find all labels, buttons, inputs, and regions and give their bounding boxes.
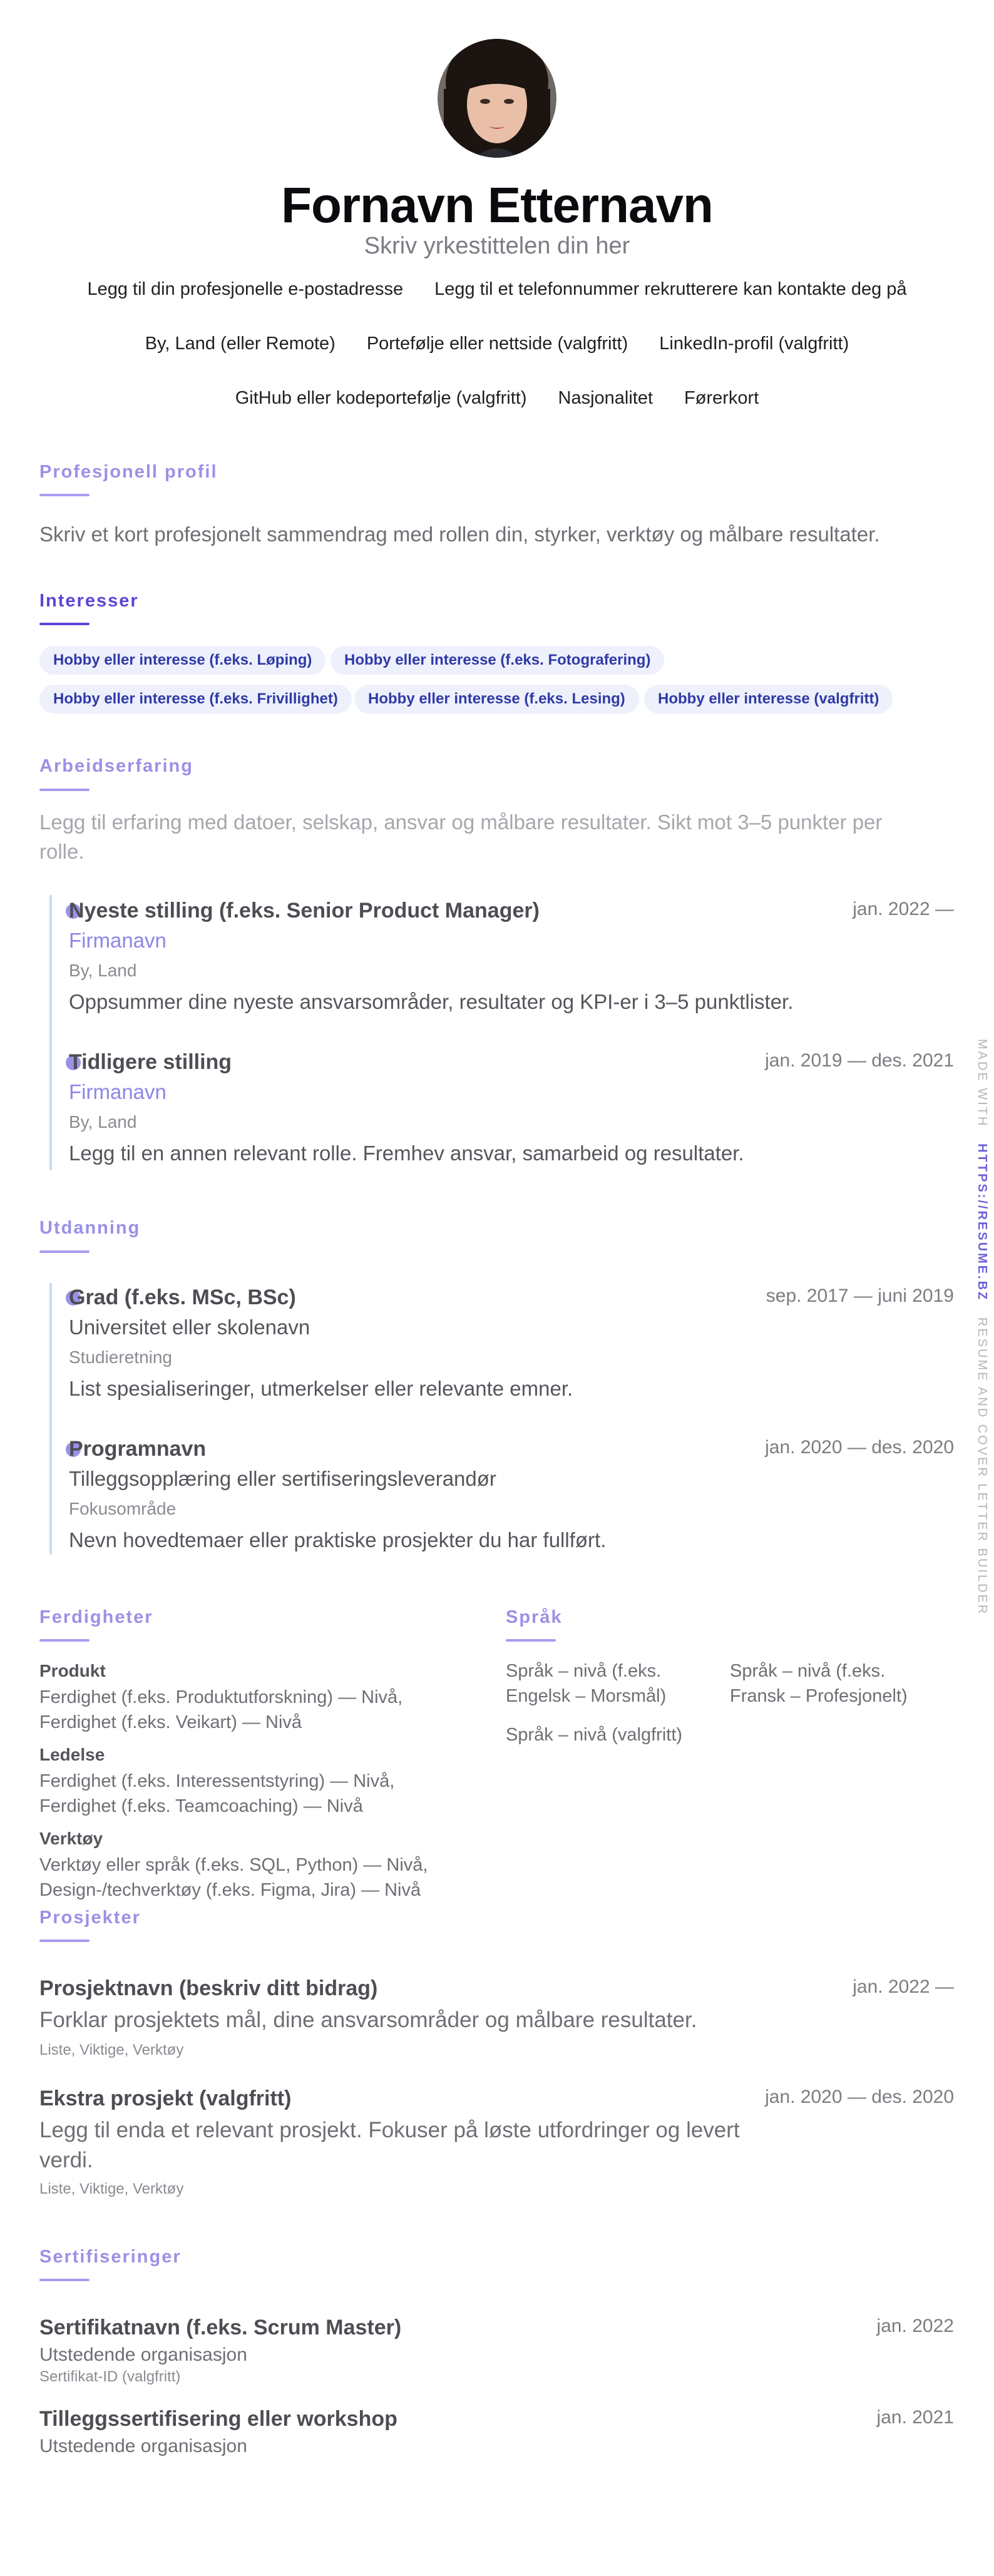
section-title-certifications: Sertifiseringer: [39, 2247, 182, 2267]
job-company: Firmanavn: [69, 1080, 167, 1103]
edu-degree: Grad (f.eks. MSc, BSc): [69, 1285, 296, 1309]
experience-intro: Legg til erfaring med datoer, selskap, ansvar og målbare resultater. Sikt mot 3–5 punkter per rolle.: [39, 810, 883, 863]
edu-field: Studieretning: [69, 1347, 173, 1367]
project-name: Ekstra prosjekt (valgfritt): [39, 2087, 292, 2110]
section-rule: [39, 1639, 90, 1642]
section-rule: [39, 789, 90, 791]
language-item: Språk – nivå (f.eks. Fransk – Profesjonelt): [730, 1661, 908, 1706]
edu-school: Universitet eller skolenavn: [69, 1316, 310, 1339]
cert-name: Tilleggssertifisering eller workshop: [39, 2407, 397, 2431]
cert-name: Sertifikatnavn (f.eks. Scrum Master): [39, 2316, 402, 2339]
contact-portfolio[interactable]: Portefølje eller nettside (valgfritt): [366, 334, 628, 354]
section-rule: [39, 2279, 90, 2281]
section-title-languages: Språk: [506, 1607, 563, 1627]
edu-school: Tilleggsopplæring eller sertifiseringsleverandør: [69, 1467, 496, 1490]
contact-row-3: [0, 388, 994, 409]
job-location: By, Land: [69, 1112, 137, 1132]
interest-chip: Hobby eller interesse (f.eks. Løping): [39, 646, 325, 675]
skill-group-title: Ledelse: [39, 1745, 105, 1764]
project-description: Legg til enda et relevant prosjekt. Fokuser på løste utfordringer og levert verdi.: [39, 2118, 740, 2172]
job-description: Oppsummer dine nyeste ansvarsområder, resultater og KPI-er i 3–5 punktlister.: [69, 990, 794, 1013]
interest-chip: Hobby eller interesse (f.eks. Frivillighet): [39, 685, 352, 713]
cert-date: jan. 2022: [876, 2316, 954, 2336]
section-title-experience: Arbeidserfaring: [39, 756, 193, 776]
section-rule: [39, 623, 90, 625]
section-rule: [39, 1250, 90, 1253]
contact-row-1: [0, 279, 994, 300]
section-title-education: Utdanning: [39, 1218, 141, 1238]
skill-group-items: Ferdighet (f.eks. Interessentstyring) — Nivå, Ferdighet (f.eks. Teamcoaching) — Nivå: [39, 1771, 395, 1816]
job-title: Skriv yrkestittelen din her: [364, 233, 630, 259]
language-item: Språk – nivå (f.eks. Engelsk – Morsmål): [506, 1661, 667, 1706]
candidate-name: Fornavn Etternavn: [281, 177, 713, 233]
watermark-link[interactable]: HTTPS://RESUME.BZ: [975, 1143, 989, 1302]
edu-description: List spesialiseringer, utmerkelser eller relevante emner.: [69, 1377, 573, 1400]
skill-group-items: Ferdighet (f.eks. Produktutforskning) — Nivå, Ferdighet (f.eks. Veikart) — Nivå: [39, 1687, 403, 1732]
section-title-skills: Ferdigheter: [39, 1607, 153, 1627]
edu-degree: Programnavn: [69, 1437, 207, 1461]
cert-org: Utstedende organisasjon: [39, 2436, 247, 2456]
job-location: By, Land: [69, 961, 137, 980]
contact-license: Førerkort: [684, 388, 759, 408]
timeline-line: [49, 1283, 52, 1555]
job-role: Nyeste stilling (f.eks. Senior Product Manager): [69, 899, 540, 923]
watermark-suffix: RESUME AND COVER LETTER BUILDER: [975, 1317, 989, 1616]
edu-date: sep. 2017 — juni 2019: [766, 1285, 954, 1306]
section-rule: [39, 494, 90, 496]
contact-phone[interactable]: Legg til et telefonnummer rekrutterere kan kontakte deg på: [434, 279, 907, 299]
edu-date: jan. 2020 — des. 2020: [765, 1437, 954, 1458]
skill-group-title: Verktøy: [39, 1829, 103, 1848]
cert-org: Utstedende organisasjon: [39, 2344, 247, 2365]
skill-group-items: Verktøy eller språk (f.eks. SQL, Python) — Nivå, Design-/techverktøy (f.eks. Figma, Jira) — Nivå: [39, 1855, 428, 1900]
timeline-line: [49, 895, 52, 1170]
job-date: jan. 2022 —: [853, 899, 954, 919]
section-title-profile: Profesjonell profil: [39, 462, 218, 482]
job-role: Tidligere stilling: [69, 1050, 232, 1074]
contact-email[interactable]: Legg til din profesjonelle e-postadresse: [87, 279, 404, 299]
cert-date: jan. 2021: [876, 2407, 954, 2428]
section-rule: [506, 1639, 556, 1642]
job-date: jan. 2019 — des. 2021: [765, 1050, 954, 1071]
project-description: Forklar prosjektets mål, dine ansvarsområder og målbare resultater.: [39, 2008, 697, 2032]
profile-photo: [438, 39, 556, 158]
builder-watermark: [973, 1039, 994, 1616]
project-date: jan. 2022 —: [853, 1976, 954, 1997]
interest-chip: Hobby eller interesse (valgfritt): [644, 685, 893, 713]
language-item: Språk – nivå (valgfritt): [506, 1725, 683, 1745]
contact-github[interactable]: GitHub eller kodeportefølje (valgfritt): [235, 388, 527, 408]
section-title-projects: Prosjekter: [39, 1908, 141, 1928]
section-title-interests: Interesser: [39, 591, 139, 611]
project-date: jan. 2020 — des. 2020: [765, 2087, 954, 2107]
profile-summary: Skriv et kort profesjonelt sammendrag med rollen din, styrker, verktøy og målbare resultater.: [39, 523, 880, 546]
edu-description: Nevn hovedtemaer eller praktiske prosjekter du har fullført.: [69, 1528, 607, 1551]
project-name: Prosjektnavn (beskriv ditt bidrag): [39, 1976, 378, 2000]
interest-chip: Hobby eller interesse (f.eks. Fotografering): [330, 646, 664, 675]
cert-id: Sertifikat-ID (valgfritt): [39, 2368, 181, 2385]
contact-nationality: Nasjonalitet: [558, 388, 653, 408]
job-company: Firmanavn: [69, 929, 167, 952]
skill-group-title: Produkt: [39, 1661, 106, 1680]
job-description: Legg til en annen relevant rolle. Fremhev ansvar, samarbeid og resultater.: [69, 1142, 744, 1165]
project-tags: Liste, Viktige, Verktøy: [39, 2180, 184, 2197]
watermark-prefix: MADE WITH: [975, 1039, 989, 1128]
section-rule: [39, 1940, 90, 1942]
edu-field: Fokusområde: [69, 1499, 177, 1518]
interest-chip: Hobby eller interesse (f.eks. Lesing): [354, 685, 639, 713]
contact-row-2: [0, 334, 994, 354]
contact-linkedin[interactable]: LinkedIn-profil (valgfritt): [659, 334, 849, 354]
contact-location: By, Land (eller Remote): [145, 334, 336, 354]
project-tags: Liste, Viktige, Verktøy: [39, 2042, 184, 2058]
